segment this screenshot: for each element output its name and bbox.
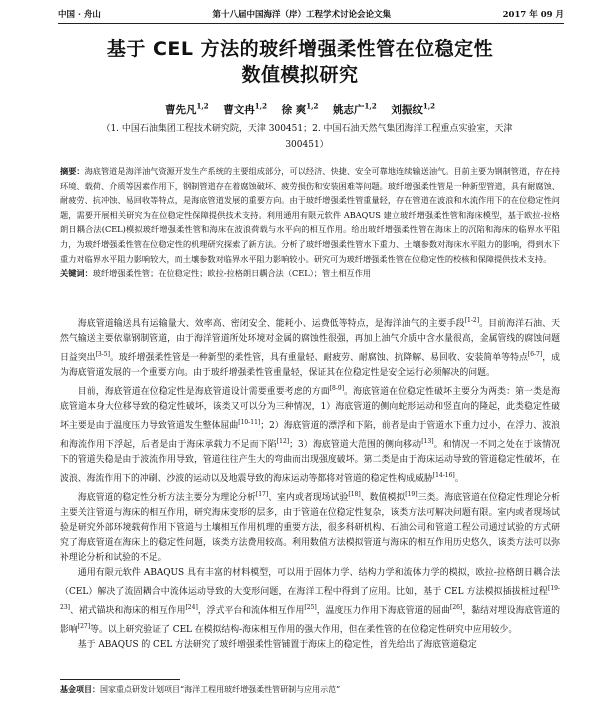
citation-marker: [6-7] <box>527 350 543 358</box>
paragraph-text: 。目前海洋石油、天然气输送主要依靠钢制管道，由于海洋管道所处环境对金属的腐蚀性很强，再加上油气介质中含水量很高，金属管线的腐蚀问题日益突出 <box>60 318 561 363</box>
keywords-label: 关键词： <box>60 268 93 279</box>
header-rule <box>58 23 564 24</box>
body-paragraph <box>60 638 560 653</box>
author: 姚志广$^{1,2}$ <box>333 101 377 116</box>
citation-marker: [27] <box>77 622 91 630</box>
body-paragraph <box>60 381 560 487</box>
citation-marker: [8-9] <box>329 384 345 392</box>
paragraph-text: ，黏结对埋设海底管道的影响 <box>60 605 561 635</box>
paragraph-text: 基于 ABAQUS 的 CEL 方法研究了玻纤增强柔性管铺置于海床上的稳定性，首先给出了海底管道稳定 <box>77 639 477 650</box>
body-text <box>60 313 560 653</box>
body-paragraph <box>60 313 560 381</box>
affiliations <box>74 121 540 153</box>
citation-marker: [3-5] <box>95 350 110 358</box>
paragraph-text: 。和情况一不同之处在于该情况下的管道失稳是由于波流作用导致，管道往往产生大的弯曲而出现强度破坏。第二类是由于海床运动导致的管道稳定性破坏，在波浪、海流作用下的冲刷、沙波的运动以及地震导致的海床运动等都将对管道的稳定性构成威胁 <box>60 439 561 484</box>
paragraph-text: 通用有限元软件 ABAQUS 具有丰富的材料模型，可以用于固体力学、结构力学和流体力学的模拟，欧拉-拉格朗日耦合法（CEL）解决了流固耦合中流体运动导致的大变形问题，在海洋工程中得到了应用。比如，基于 CEL 方法模拟插拔桩过程 <box>60 567 560 597</box>
footnote-text: 国家重点研发计划项目“海洋工程用玻纤增强柔性管研制与应用示范” <box>100 685 341 694</box>
paragraph-text: 目前，海底管道在位稳定性是海底管道设计需要重要考虑的方面 <box>77 386 330 397</box>
paragraph-text: ；3）海底管道大范围的侧向移动 <box>289 439 422 450</box>
paragraph-text: 。 <box>454 473 464 484</box>
paragraph-text: ，温度压力作用下海底管道的屈曲 <box>316 605 450 616</box>
abstract <box>60 164 560 266</box>
affiliation-line-1: （1. 中国石油集团工程技术研究院，天津 300451；2. 中国石油天然气集团海洋工程重点实验室，天津 <box>101 124 513 134</box>
running-head-proceedings: 第十八届中国海洋（岸）工程学术讨论会论文集 <box>212 10 392 20</box>
paragraph-text: 三类。海底管道在位稳定性理论分析主要关注管道与海床的相互作用，研究海床变形的层多，由于管道在位稳定性复杂，该类方法可解决问题有限。室内或者现场试验是研究外部环境载荷作用下管道与土壤相互作用机理的重要方法，很多科研机构、石油公司和管道工程公司通过试验的方式研究了海底管道在海床上的稳定性问题，该类方法费用较高。利用数值方法模拟管道与海床的相互作用历史悠久，该类方法可以弥补理论分析和试验的不足。 <box>60 492 561 563</box>
citation-marker: [13] <box>421 437 434 445</box>
abstract-label: 摘要： <box>60 166 85 176</box>
citation-marker: [17] <box>255 490 269 498</box>
citation-marker: [25] <box>304 603 317 611</box>
funding-footnote <box>60 684 560 695</box>
title-line-1: 基于 CEL 方法的玻纤增强柔性管在位稳定性 <box>106 38 494 60</box>
paragraph-text: 海底管道的稳定性分析方法主要分为理论分析 <box>77 492 256 503</box>
citation-marker: [1-2] <box>464 317 480 324</box>
title-line-2: 数值模拟研究 <box>241 64 359 86</box>
affiliation-line-2: 300451） <box>285 140 329 150</box>
paragraph-text: ；2）海底管道的漂浮和下陷，前者是由于管道水下重力过小，在浮力、波浪和海流作用下浮起，后者是由于海床承载力不足而下陷 <box>60 420 560 450</box>
author: 曹文冉$^{1,2}$ <box>223 101 267 116</box>
paragraph-text: 等。以上研究验证了 CEL 在模拟结构-海床相互作用的强大作用，但在柔性管的在位稳定性研究中应用较少。 <box>90 624 518 635</box>
paragraph-text: 海底管道输送具有运输量大、效率高、密闭安全、能耗小、运费低等特点，是海洋油气的主要手段 <box>77 318 465 329</box>
body-paragraph <box>60 487 560 566</box>
paper-title <box>30 36 570 88</box>
abstract-section <box>60 164 560 281</box>
running-head <box>58 6 564 22</box>
running-head-location: 中国 · 舟山 <box>58 10 101 20</box>
citation-marker: [26] <box>449 603 463 611</box>
paragraph-text: ，成为海底管道发展的一个重要方向。由于玻纤增强柔性管重量轻，保证其在位稳定性是安全运行必须解决的问题。 <box>60 352 561 378</box>
citation-marker: [18] <box>348 490 361 498</box>
keywords-text: 玻纤增强柔性管；在位稳定性；欧拉-拉格朗日耦合法（CEL）；管土相互作用 <box>92 268 372 279</box>
running-head-date: 2017 年 09 月 <box>502 10 564 20</box>
citation-marker: [19] <box>405 490 418 498</box>
footnote-label: 基金项目： <box>60 684 100 694</box>
abstract-text: 海底管道是海洋油气资源开发生产系统的主要组成部分，可以经济、快捷、安全可靠地连续输送油气。目前主要为钢制管道，存在持环境、载荷、介质等因素作用下，钢制管道存在着腐蚀破坏、疲劳损伤和安装困难等问题。玻纤增强柔性管是一种新型管道，具有耐腐蚀、耐疲劳、抗冲蚀、易回收等特点，是海底管道发展的重要方向。由于玻纤增强柔性管重量轻，存在管道在波浪和水流作用下的在位稳定性问题，需要开展相关研究为在位稳定性保障提供技术支持。利用通用有限元软件 ABAQUS 建立玻纤增强柔性管和海床模型，基于欧拉-拉格朗日耦合法(CEL)模拟玻纤增强柔性管和海床在波浪荷载与水平向的相互作用。给出玻纤增强柔性管在海床上的沉陷和海床的临界水平阻力，为玻纤增强柔性管在位稳定性的机理研究探索了新方法。分析了玻纤增强柔性管水下重力、土壤参数对海床水平阻力的影响，得到水下重力对临界水平阻力影响较大，而土壤参数对临界水平阻力影响较小。研究可为玻纤增强柔性管在位稳定性的校核和保障提供技术支持。 <box>60 166 560 264</box>
author: 刘振纹$^{1,2}$ <box>391 101 436 116</box>
citation-marker: [24] <box>185 603 198 611</box>
footnote-rule <box>60 679 180 680</box>
author: 曹先凡$^{1,2}$ <box>164 101 209 116</box>
paragraph-text: 。玻纤增强柔性管是一种新型的柔性管，具有重量轻、耐疲劳、耐腐蚀、抗降解、易回收、安装简单等特点 <box>109 352 528 363</box>
citation-marker: [12] <box>276 437 290 445</box>
citation-marker: [14-16] <box>432 471 455 479</box>
author-list <box>30 101 570 117</box>
body-paragraph <box>60 566 560 638</box>
citation-marker: [19-23] <box>60 584 560 611</box>
paragraph-text: 、裙式锚块和海床的相互作用 <box>69 605 186 616</box>
author: 徐 爽$^{1,2}$ <box>281 101 319 116</box>
paragraph-text: 、数值模拟 <box>360 492 406 503</box>
paragraph-text: 。海底管道在位稳定性破坏主要分为两类：第一类是海底管道本身大位移导致的稳定性破坏，该类又可以分为三种情况，1）海底管道的侧向蛇形运动和竖直向的隆起，此类稳定性破坏主要是由于温度压力导致管道发生整体屈曲 <box>60 386 560 431</box>
keywords <box>60 266 560 281</box>
paragraph-text: ，浮式平台和流体相互作用 <box>197 605 305 616</box>
citation-marker: [10-11] <box>238 418 261 426</box>
paragraph-text: 、室内或者现场试验 <box>268 492 349 503</box>
